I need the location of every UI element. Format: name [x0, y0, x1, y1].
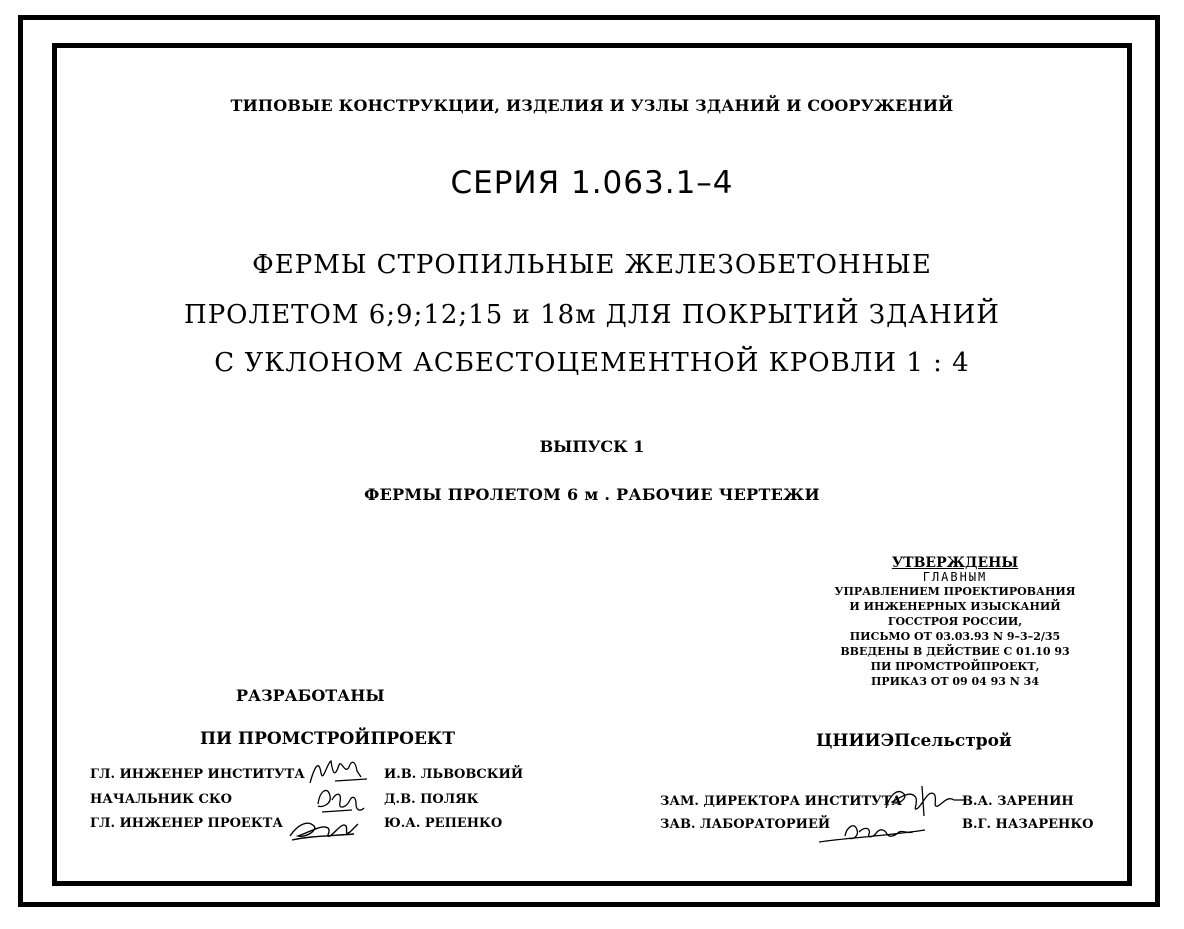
approval-by: ГЛАВНЫМ	[922, 570, 988, 584]
issue-number: ВЫПУСК 1	[539, 437, 645, 456]
right-organization: ЦНИИЭПсельстрой	[816, 731, 1012, 751]
signer-name: В.Г. НАЗАРЕНКО	[962, 817, 1094, 832]
signer-name: В.А. ЗАРЕНИН	[962, 794, 1074, 809]
approval-line: ГОССТРОЯ РОССИИ,	[887, 615, 1023, 628]
left-organization: ПИ ПРОМСТРОЙПРОЕКТ	[200, 729, 456, 749]
approval-line: И ИНЖЕНЕРНЫХ ИЗЫСКАНИЙ	[849, 600, 1061, 613]
collection-heading: ТИПОВЫЕ КОНСТРУКЦИИ, ИЗДЕЛИЯ И УЗЛЫ ЗДАНИЙ И СООРУЖЕНИЙ	[230, 96, 954, 115]
approval-line: УПРАВЛЕНИЕМ ПРОЕКТИРОВАНИЯ	[834, 585, 1076, 598]
signer-name: И.В. ЛЬВОВСКИЙ	[384, 767, 524, 782]
approval-line: ВВЕДЕНЫ В ДЕЙСТВИЕ С 01.10 93	[840, 645, 1070, 658]
signer-name: Ю.А. РЕПЕНКО	[384, 816, 503, 831]
signer-role: ГЛ. ИНЖЕНЕР ПРОЕКТА	[90, 816, 283, 831]
signature-repenko	[284, 810, 364, 846]
approval-line: ПРИКАЗ ОТ 09 04 93 N 34	[871, 675, 1039, 688]
signer-role: НАЧАЛЬНИК СКО	[90, 792, 232, 807]
approval-line: ПИСЬМО ОТ 03.03.93 N 9–3–2/35	[849, 630, 1061, 643]
title-line-3: С УКЛОНОМ АСБЕСТОЦЕМЕНТНОЙ КРОВЛИ 1 : 4	[214, 348, 970, 378]
approval-title: УТВЕРЖДЕНЫ	[891, 555, 1019, 571]
title-line-2: ПРОЛЕТОМ 6;9;12;15 и 18м ДЛЯ ПОКРЫТИЙ ЗДАНИЙ	[184, 300, 1000, 330]
signer-role: ГЛ. ИНЖЕНЕР ИНСТИТУТА	[90, 767, 305, 782]
signer-role: ЗАМ. ДИРЕКТОРА ИНСТИТУТА	[660, 794, 902, 809]
signer-name: Д.В. ПОЛЯК	[384, 792, 479, 807]
signature-nazarenko	[815, 812, 935, 848]
issue-subtitle: ФЕРМЫ ПРОЛЕТОМ 6 м . РАБОЧИЕ ЧЕРТЕЖИ	[364, 485, 820, 504]
developers-title: РАЗРАБОТАНЫ	[236, 686, 385, 705]
title-line-1: ФЕРМЫ СТРОПИЛЬНЫЕ ЖЕЛЕЗОБЕТОННЫЕ	[252, 250, 932, 280]
approval-line: ПИ ПРОМСТРОЙПРОЕКТ,	[870, 660, 1040, 673]
signer-role: ЗАВ. ЛАБОРАТОРИЕЙ	[660, 817, 831, 832]
series-title: СЕРИЯ 1.063.1–4	[450, 165, 734, 201]
